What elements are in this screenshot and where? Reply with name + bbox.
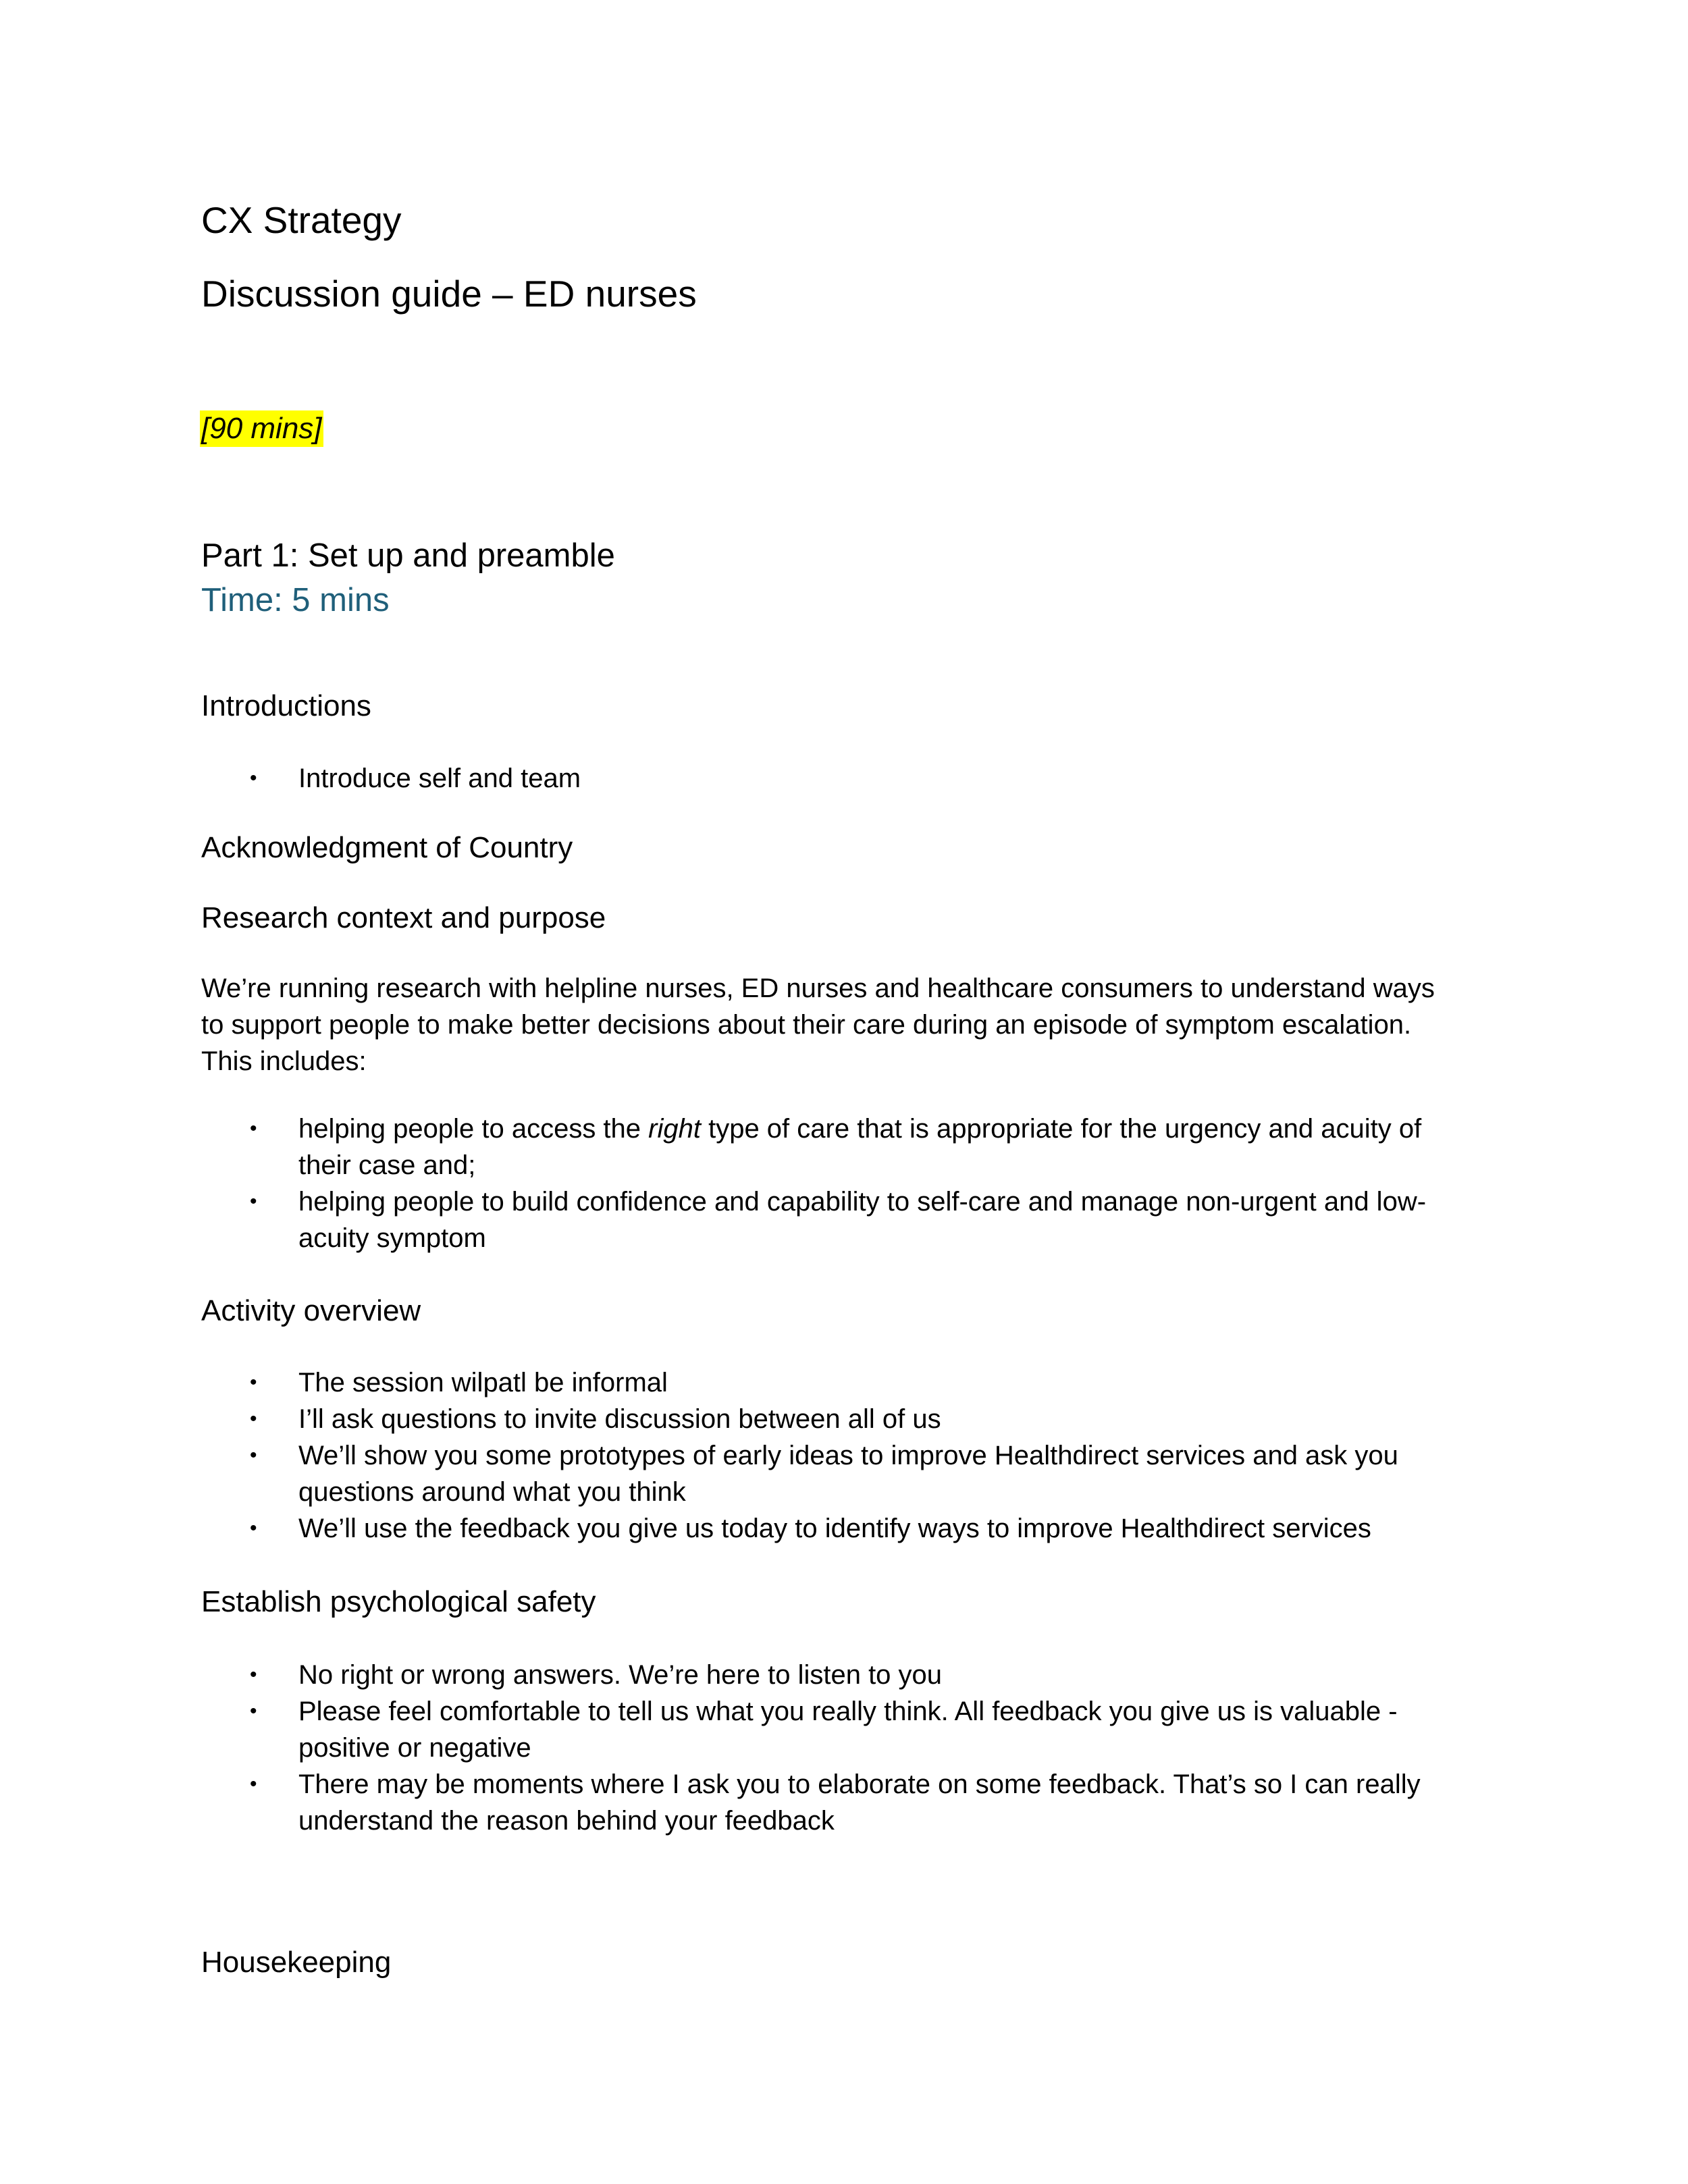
list-item: • No right or wrong answers. We’re here to listen to you bbox=[0, 1657, 1460, 1693]
duration-tag: [90 mins] bbox=[200, 410, 323, 447]
bullet-icon: • bbox=[250, 1663, 257, 1686]
list-item: • helping people to access the right type of care that is appropriate for the urgency and acuity of their case and; bbox=[0, 1111, 1460, 1183]
introductions-heading: Introductions bbox=[201, 689, 371, 722]
acknowledgment-heading: Acknowledgment of Country bbox=[201, 831, 573, 864]
activity-heading: Activity overview bbox=[201, 1294, 421, 1327]
list-item: • We’ll use the feedback you give us today to identify ways to improve Healthdirect services bbox=[0, 1510, 1460, 1547]
list-item: • helping people to build confidence and capability to self-care and manage non-urgent and low-acuity symptom bbox=[0, 1183, 1460, 1256]
bullet-icon: • bbox=[250, 1773, 257, 1795]
emphasis-text: right bbox=[648, 1114, 701, 1144]
bullet-icon: • bbox=[250, 1444, 257, 1466]
list-item: • Introduce self and team bbox=[0, 760, 1460, 797]
bullet-icon: • bbox=[250, 1190, 257, 1213]
research-paragraph-line: We’re running research with helpline nurses, ED nurses and healthcare consumers to understand ways bbox=[201, 974, 1435, 1003]
safety-list bbox=[0, 1657, 1460, 1839]
list-item: • The session wilpatl be informal bbox=[0, 1364, 1460, 1401]
document-subtitle: Discussion guide – ED nurses bbox=[201, 273, 697, 315]
list-item: • I’ll ask questions to invite discussion between all of us bbox=[0, 1401, 1460, 1437]
research-paragraph bbox=[201, 970, 1435, 1080]
bullet-icon: • bbox=[250, 767, 257, 789]
list-item: • There may be moments where I ask you to elaborate on some feedback. That’s so I can really understand the reason behind your feedback bbox=[0, 1766, 1460, 1839]
housekeeping-heading: Housekeeping bbox=[201, 1946, 392, 1979]
bullet-icon: • bbox=[250, 1700, 257, 1722]
list-item: • Please feel comfortable to tell us what you really think. All feedback you give us is valuable - positive or negative bbox=[0, 1693, 1460, 1766]
bullet-icon: • bbox=[250, 1117, 257, 1140]
part1-heading: Part 1: Set up and preamble bbox=[201, 537, 615, 574]
bullet-icon: • bbox=[250, 1371, 257, 1393]
bullet-icon: • bbox=[250, 1408, 257, 1430]
activity-list bbox=[0, 1364, 1460, 1547]
introductions-list bbox=[0, 760, 1460, 797]
research-list bbox=[0, 1111, 1460, 1256]
list-item: • We’ll show you some prototypes of early ideas to improve Healthdirect services and ask you questions around what you think bbox=[0, 1437, 1460, 1510]
research-paragraph-line: to support people to make better decisions about their care during an episode of symptom escalation. bbox=[201, 1010, 1412, 1040]
document-title: CX Strategy bbox=[201, 199, 402, 241]
part1-time: Time: 5 mins bbox=[201, 582, 390, 618]
safety-heading: Establish psychological safety bbox=[201, 1585, 596, 1618]
research-paragraph-line: This includes: bbox=[201, 1046, 367, 1076]
research-heading: Research context and purpose bbox=[201, 901, 606, 934]
bullet-icon: • bbox=[250, 1517, 257, 1539]
